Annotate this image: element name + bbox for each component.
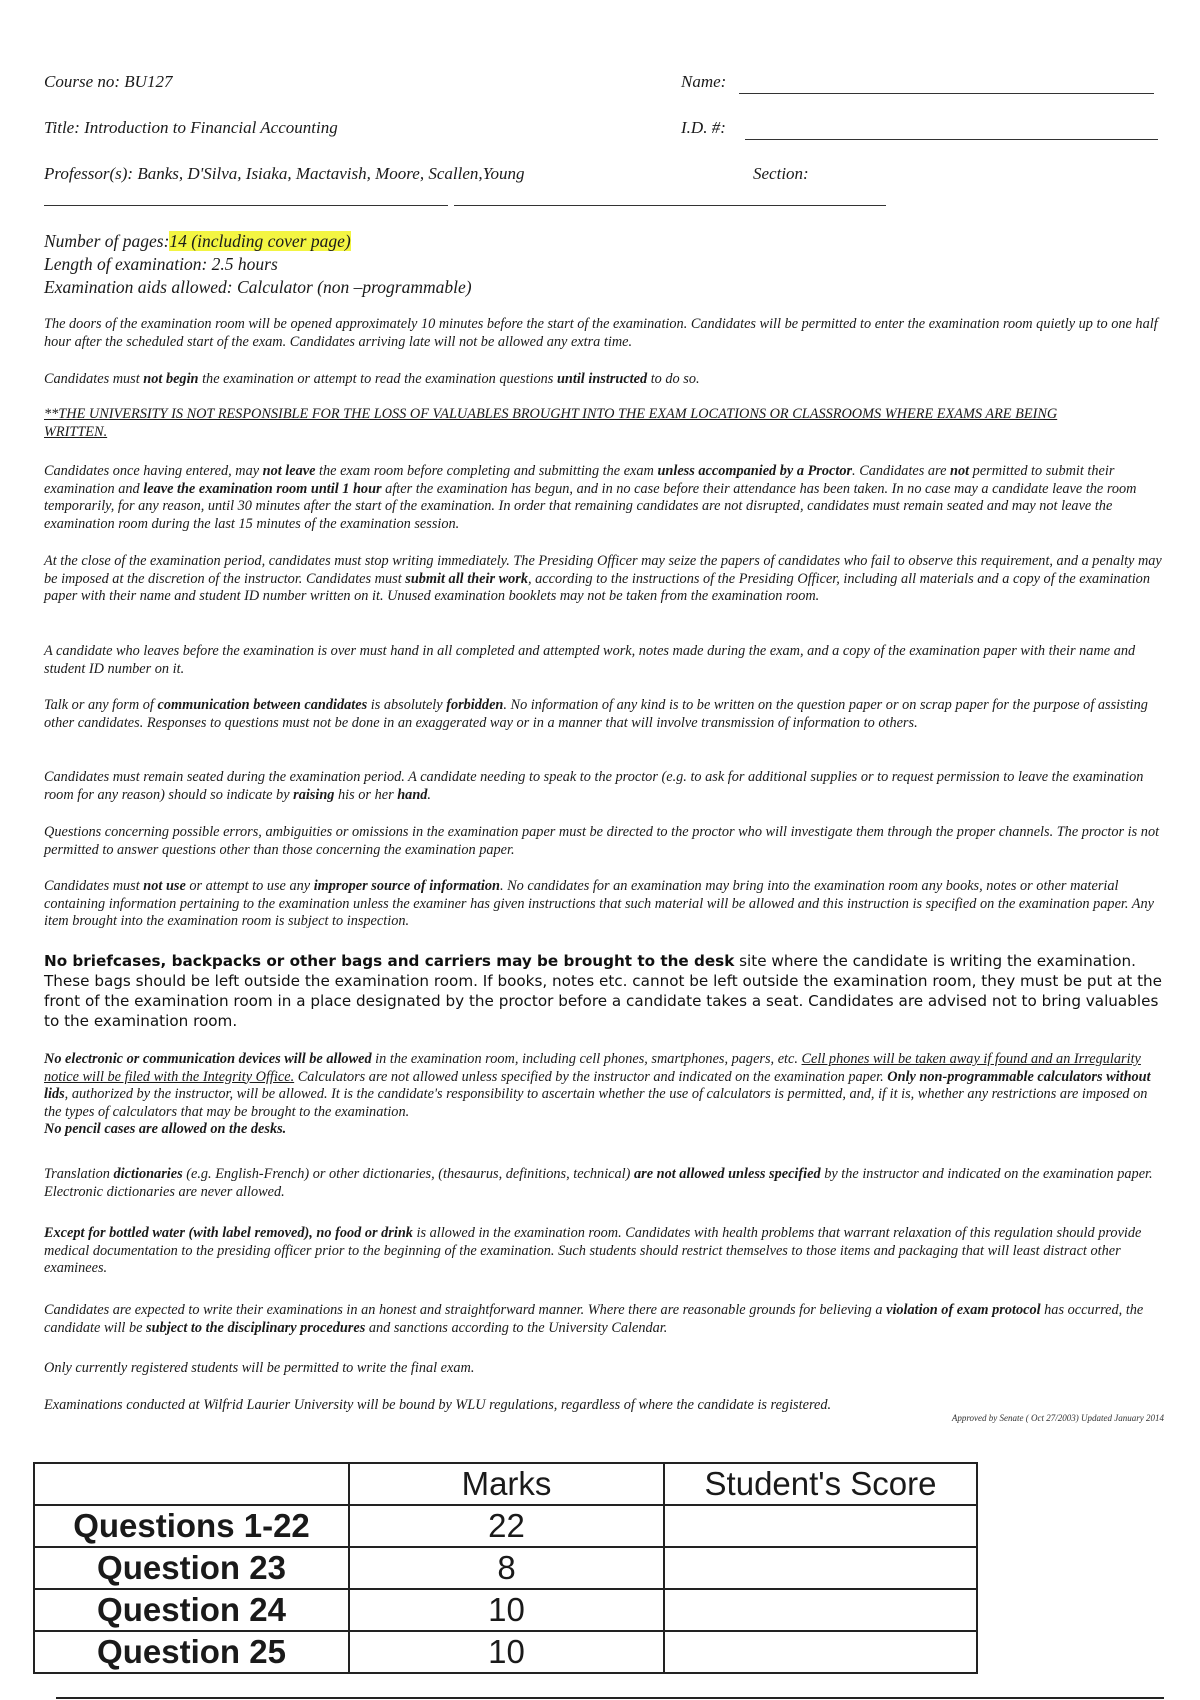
marks-header-blank xyxy=(34,1463,349,1505)
rule-bags: No briefcases, backpacks or other bags and carriers may be brought to the desk site where the candidate is writing the examination. These bags should be left outside the examination room. If books, notes etc. cannot be left outside the examination room, they must be put at the front of the examination room in a place designated by the proctor before a candidate takes a seat. Candidates are advised not to bring valuables to the examination room. xyxy=(44,952,1162,1030)
row-score-cell[interactable] xyxy=(664,1589,977,1631)
exam-title: Title: Introduction to Financial Accounting xyxy=(44,118,338,137)
row-label: Question 23 xyxy=(34,1547,349,1589)
rule-leave: Candidates once having entered, may not leave the exam room before completing and submitting the exam unless accompanied by a Proctor. Candidates are not permitted to submit their examination and leave the examination room until 1 hour after the examination has begun, and in no case before their attendance has been taken. In no case may a candidate leave the room temporarily, for any reason, until 30 minutes after the start of the examination. In order that remaining candidates are not disrupted, candidates must remain seated and may not leave the examination room during the last 15 minutes of the examination session. xyxy=(44,463,1137,532)
id-field-line[interactable] xyxy=(745,139,1158,140)
row-label: Questions 1-22 xyxy=(34,1505,349,1547)
row-label: Question 25 xyxy=(34,1631,349,1673)
row-marks: 8 xyxy=(349,1547,664,1589)
rule-questions: Questions concerning possible errors, ambiguities or omissions in the examination paper must be directed to the proctor who will investigate them through the proper channels. The proctor is not permitted to answer questions other than those concerning the examination paper. xyxy=(44,824,1160,858)
exam-length: Length of examination: 2.5 hours xyxy=(44,254,278,274)
rule-improper-source: Candidates must not use or attempt to use any improper source of information. No candidates for an examination may bring into the examination room any books, notes or other material containing information pertaining to the examination unless the examiner has given instructions that such material will be allowed and this instruction is specified on the examination paper. Any item brought into the examination room is subject to inspection. xyxy=(44,878,1155,929)
section-field-line[interactable] xyxy=(454,205,886,206)
page-count-value: 14 (including cover page) xyxy=(169,231,351,251)
id-label: I.D. #: xyxy=(681,118,726,137)
rule-begin: Candidates must not begin the examination or attempt to read the examination questions until instructed to do so. xyxy=(44,371,700,387)
rule-close: At the close of the examination period, candidates must stop writing immediately. The Presiding Officer may seize the papers of candidates who fail to observe this requirement, and a penalty may be imposed at the discretion of the instructor. Candidates must submit all their work, according to the instructions of the Presiding Officer, including all materials and a copy of the examination paper with their name and student ID number written on it. Unused examination booklets may not be taken from the examination room. xyxy=(44,553,1162,604)
section-label: Section: xyxy=(753,164,809,183)
rule-wlu: Examinations conducted at Wilfrid Laurier University will be bound by WLU regulations, regardless of where the candidate is registered. xyxy=(44,1397,832,1413)
row-score-cell[interactable] xyxy=(664,1631,977,1673)
rule-doors: The doors of the examination room will be opened approximately 10 minutes before the start of the examination. Candidates will be permitted to enter the examination room quietly up to one half hour after the scheduled start of the exam. Candidates arriving late will not be allowed any extra time. xyxy=(44,316,1158,350)
rule-dictionaries: Translation dictionaries (e.g. English-French) or other dictionaries, (thesaurus, definitions, technical) are not allowed unless specified by the instructor and indicated on the examination paper. Electronic dictionaries are never allowed. xyxy=(44,1166,1153,1200)
marks-header-score: Student's Score xyxy=(664,1463,977,1505)
course-number: Course no: BU127 xyxy=(44,72,173,91)
table-row xyxy=(34,1547,977,1589)
table-row xyxy=(34,1589,977,1631)
marks-table-header xyxy=(34,1463,977,1505)
row-label: Question 24 xyxy=(34,1589,349,1631)
approval-note: Approved by Senate ( Oct 27/2003) Updated January 2014 xyxy=(951,1413,1164,1423)
row-score-cell[interactable] xyxy=(664,1547,977,1589)
rule-registered: Only currently registered students will be permitted to write the final exam. xyxy=(44,1360,475,1376)
marks-table-container xyxy=(33,1462,978,1670)
marks-table xyxy=(33,1462,978,1674)
row-score-cell[interactable] xyxy=(664,1505,977,1547)
rule-electronics: No electronic or communication devices will be allowed in the examination room, including cell phones, smartphones, pagers, etc. Cell phones will be taken away if found and an Irregularity notice will be filed with the Integrity Office. Calculators are not allowed unless specified by the instructor and indicated on the examination paper. Only non-programmable calculators without lids, authorized by the instructor, will be allowed. It is the candidate's responsibility to ascertain whether the use of calculators is permitted, and, if it is, whether any restrictions are imposed on the types of calculators that may be brought to the examination. No pencil cases are allowed on the desks. xyxy=(44,1051,1151,1137)
name-label: Name: xyxy=(681,72,727,91)
table-row xyxy=(34,1631,977,1673)
professor-underline xyxy=(44,205,448,206)
professors: Professor(s): Banks, D'Silva, Isiaka, Mactavish, Moore, Scallen,Young xyxy=(44,164,525,183)
row-marks: 22 xyxy=(349,1505,664,1547)
rule-valuables: **THE UNIVERSITY IS NOT RESPONSIBLE FOR THE LOSS OF VALUABLES BROUGHT INTO THE EXAM LOCATIONS OR CLASSROOMS WHERE EXAMS ARE BEING WRITTEN. xyxy=(44,406,1058,440)
table-row xyxy=(34,1505,977,1547)
row-marks: 10 xyxy=(349,1589,664,1631)
rule-seated: Candidates must remain seated during the examination period. A candidate needing to speak to the proctor (e.g. to ask for additional supplies or to request permission to leave the examination room for any reason) should so indicate by raising his or her hand. xyxy=(44,769,1144,803)
rule-honesty: Candidates are expected to write their examinations in an honest and straightforward manner. Where there are reasonable grounds for believing a violation of exam protocol has occurred, the candidate will be subject to the disciplinary procedures and sanctions according to the University Calendar. xyxy=(44,1302,1144,1336)
row-marks: 10 xyxy=(349,1631,664,1673)
page-count xyxy=(44,230,351,253)
rule-communication: Talk or any form of communication between candidates is absolutely forbidden. No information of any kind is to be written on the question paper or on scrap paper for the purpose of assisting other candidates. Responses to questions must not be done in an exaggerated way or in a manner that will involve transmission of information to others. xyxy=(44,697,1148,731)
page-count-label: Number of pages: xyxy=(44,231,170,251)
rule-leaves-before: A candidate who leaves before the examination is over must hand in all completed and attempted work, notes made during the exam, and a copy of the examination paper with their name and student ID number on it. xyxy=(44,643,1136,677)
exam-aids: Examination aids allowed: Calculator (non –programmable) xyxy=(44,277,472,297)
rule-food-drink: Except for bottled water (with label removed), no food or drink is allowed in the examination room. Candidates with health problems that warrant relaxation of this regulation should provide medical documentation to the presiding officer prior to the beginning of the examination. Such students should restrict themselves to those items and packaging that will least distract other examinees. xyxy=(44,1225,1142,1276)
name-field-line[interactable] xyxy=(739,93,1154,94)
marks-header-marks: Marks xyxy=(349,1463,664,1505)
page-bottom-rule xyxy=(56,1697,1164,1699)
